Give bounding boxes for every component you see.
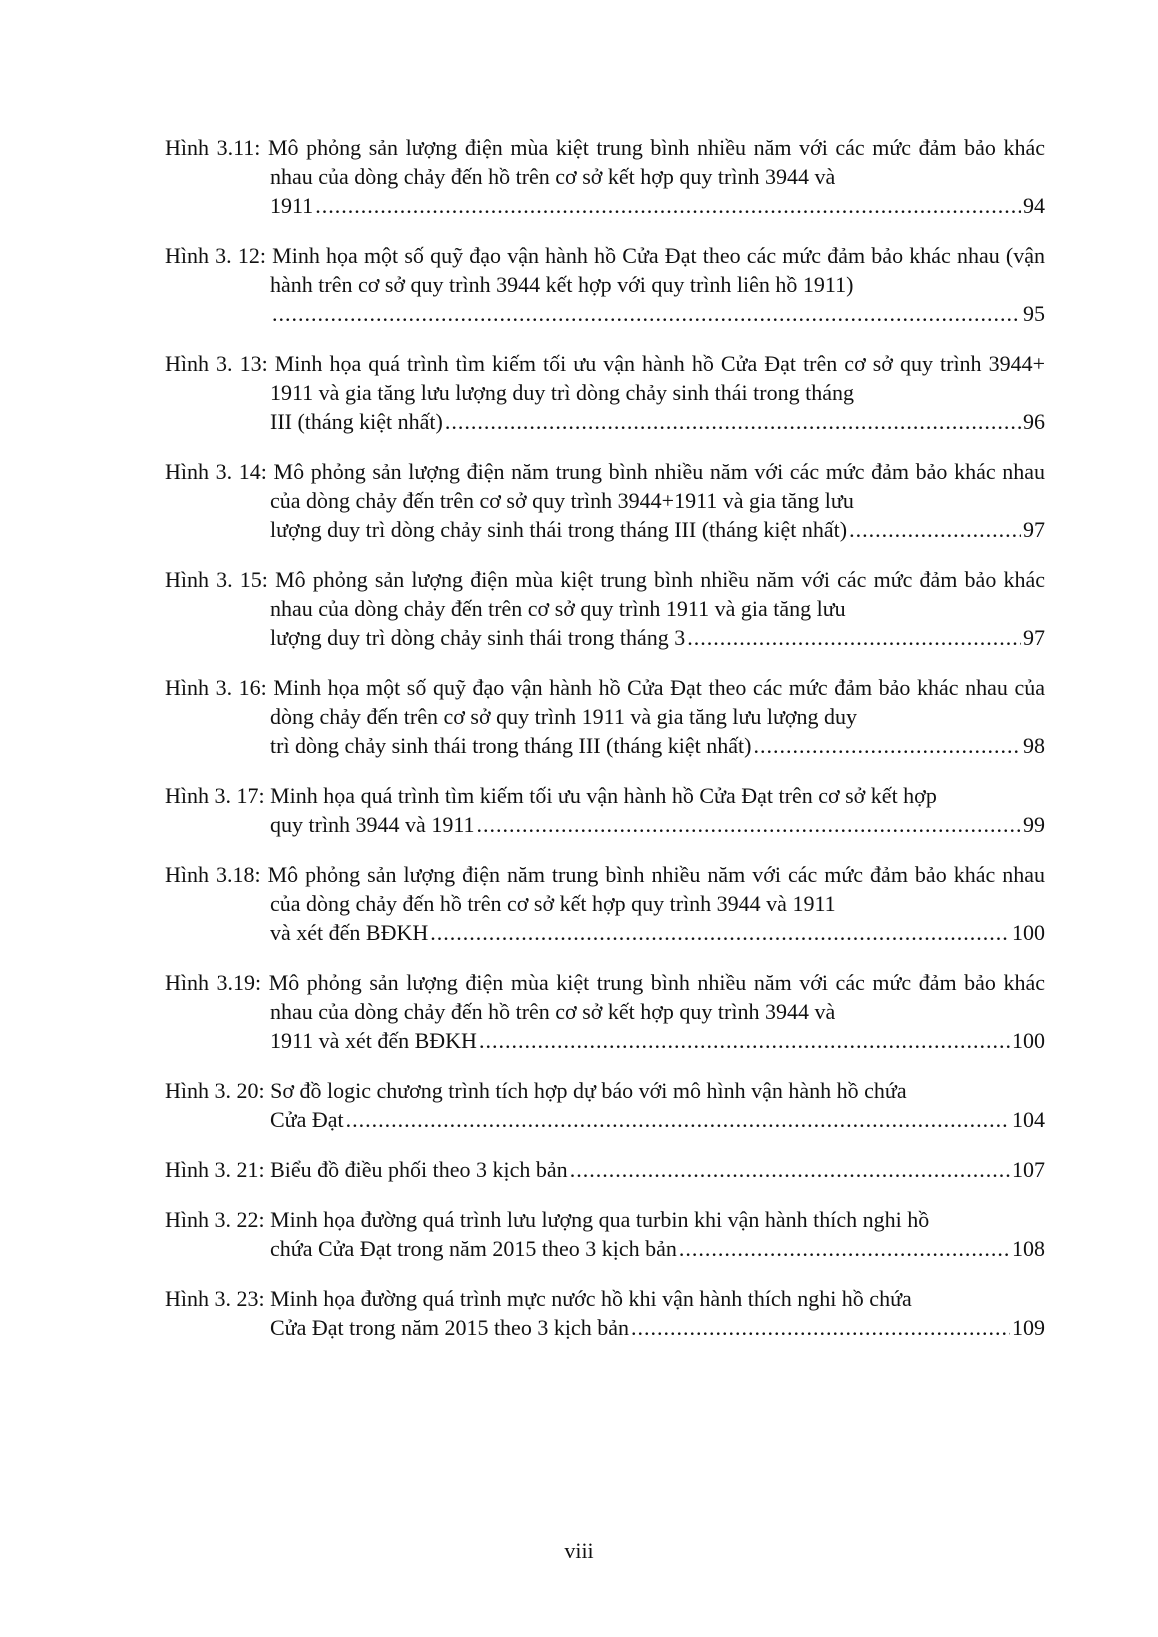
- page-ref[interactable]: 109: [1012, 1315, 1045, 1340]
- page-ref[interactable]: 107: [1012, 1157, 1045, 1182]
- dot-leader: [430, 918, 1010, 947]
- dot-leader: [753, 731, 1021, 760]
- dot-leader: [679, 1234, 1010, 1263]
- dot-leader: [272, 299, 1021, 328]
- figure-caption-end: Biểu đồ điều phối theo 3 kịch bản: [270, 1157, 568, 1182]
- figure-caption-end: Cửa Đạt trong năm 2015 theo 3 kịch bản: [270, 1315, 629, 1340]
- figure-caption-end: lượng duy trì dòng chảy sinh thái trong tháng III (tháng kiệt nhất): [270, 517, 848, 542]
- figure-label: Hình 3. 16:: [165, 675, 267, 700]
- figure-caption-end: Cửa Đạt: [270, 1107, 344, 1132]
- figure-caption: Minh họa quá trình tìm kiếm tối ưu vận hành hồ Cửa Đạt trên cơ sở quy trình 3944+ 1911 và gia tăng lưu lượng duy trì dòng chảy sinh thái trong tháng: [270, 351, 1046, 405]
- figure-caption-end: III (tháng kiệt nhất): [270, 409, 443, 434]
- figure-caption: Mô phỏng sản lượng điện mùa kiệt trung bình nhiều năm với các mức đảm bảo khác nhau của dòng chảy đến hồ trên cơ sở kết hợp quy trình 3944 và: [267, 135, 1046, 189]
- page-ref[interactable]: 95: [1023, 301, 1045, 326]
- figure-caption: Minh họa một số quỹ đạo vận hành hồ Cửa Đạt theo các mức đảm bảo khác nhau (vận hành trên cơ sở quy trình 3944 kết hợp với quy trình liên hồ 1911): [270, 243, 1045, 297]
- toc-entry[interactable]: [165, 1155, 1045, 1184]
- figure-label: Hình 3. 21:: [165, 1157, 265, 1182]
- page-ref[interactable]: 100: [1012, 920, 1045, 945]
- figure-caption: Minh họa đường quá trình mực nước hồ khi vận hành thích nghi hồ chứa: [270, 1286, 912, 1311]
- figure-label: Hình 3. 12:: [165, 243, 266, 268]
- figure-label: Hình 3. 15:: [165, 567, 268, 592]
- figure-caption-end: 1911 và xét đến BĐKH: [270, 1028, 477, 1053]
- dot-leader: [477, 810, 1022, 839]
- page-ref[interactable]: 96: [1023, 409, 1045, 434]
- page-ref[interactable]: 97: [1023, 517, 1045, 542]
- figure-label: Hình 3. 23:: [165, 1286, 265, 1311]
- figure-label: Hình 3. 22:: [165, 1207, 265, 1232]
- toc-entry[interactable]: [165, 1284, 1045, 1342]
- toc-entry[interactable]: [165, 1205, 1045, 1263]
- figure-label: Hình 3. 20:: [165, 1078, 265, 1103]
- toc-entry[interactable]: [165, 673, 1045, 760]
- toc-entry[interactable]: [165, 133, 1045, 220]
- toc-entry[interactable]: [165, 1076, 1045, 1134]
- toc-entry[interactable]: [165, 781, 1045, 839]
- page-ref[interactable]: 97: [1023, 625, 1045, 650]
- page-ref[interactable]: 98: [1023, 733, 1045, 758]
- figure-caption: Minh họa quá trình tìm kiếm tối ưu vận hành hồ Cửa Đạt trên cơ sở kết hợp: [270, 783, 937, 808]
- figure-caption: Mô phỏng sản lượng điện mùa kiệt trung bình nhiều năm với các mức đảm bảo khác nhau của dòng chảy đến hồ trên cơ sở kết hợp quy trình 3944 và: [268, 970, 1045, 1024]
- dot-leader: [570, 1155, 1010, 1184]
- dot-leader: [315, 191, 1021, 220]
- page-number: viii: [564, 1538, 594, 1563]
- page-ref[interactable]: 99: [1023, 812, 1045, 837]
- toc-entry[interactable]: [165, 968, 1045, 1055]
- dot-leader: [687, 623, 1021, 652]
- figure-label: Hình 3. 17:: [165, 783, 265, 808]
- dot-leader: [631, 1313, 1010, 1342]
- figure-caption: Sơ đồ logic chương trình tích hợp dự báo với mô hình vận hành hồ chứa: [270, 1078, 907, 1103]
- figure-caption: Mô phỏng sản lượng điện năm trung bình nhiều năm với các mức đảm bảo khác nhau của dòng chảy đến hồ trên cơ sở kết hợp quy trình 3944 và 1911: [267, 862, 1045, 916]
- page-ref[interactable]: 94: [1023, 193, 1045, 218]
- toc-entry[interactable]: [165, 457, 1045, 544]
- figure-caption-end: chứa Cửa Đạt trong năm 2015 theo 3 kịch bản: [270, 1236, 677, 1261]
- figure-label: Hình 3. 14:: [165, 459, 267, 484]
- dot-leader: [479, 1026, 1010, 1055]
- page-ref[interactable]: 104: [1012, 1107, 1045, 1132]
- figure-caption: Minh họa một số quỹ đạo vận hành hồ Cửa Đạt theo các mức đảm bảo khác nhau của dòng chảy đến trên cơ sở quy trình 1911 và gia tăng lưu lượng duy: [270, 675, 1045, 729]
- dot-leader: [445, 407, 1021, 436]
- toc-entry[interactable]: [165, 241, 1045, 328]
- dot-leader: [346, 1105, 1010, 1134]
- figure-caption: Mô phỏng sản lượng điện mùa kiệt trung bình nhiều năm với các mức đảm bảo khác nhau của dòng chảy đến trên cơ sở quy trình 1911 và gia tăng lưu: [270, 567, 1045, 621]
- toc-entry[interactable]: [165, 349, 1045, 436]
- list-of-figures: [165, 133, 1045, 1363]
- figure-caption-end: 1911: [270, 193, 314, 218]
- figure-caption-end: và xét đến BĐKH: [270, 920, 429, 945]
- figure-caption: Mô phỏng sản lượng điện năm trung bình nhiều năm với các mức đảm bảo khác nhau của dòng chảy đến trên cơ sở quy trình 3944+1911 và gia tăng lưu: [270, 459, 1045, 513]
- figure-caption-end: trì dòng chảy sinh thái trong tháng III (tháng kiệt nhất): [270, 733, 752, 758]
- toc-entry[interactable]: [165, 565, 1045, 652]
- page-ref[interactable]: 100: [1012, 1028, 1045, 1053]
- figure-caption-end: quy trình 3944 và 1911: [270, 812, 475, 837]
- figure-label: Hình 3.18:: [165, 862, 261, 887]
- figure-caption: Minh họa đường quá trình lưu lượng qua turbin khi vận hành thích nghi hồ: [270, 1207, 930, 1232]
- figure-label: Hình 3.19:: [165, 970, 262, 995]
- dot-leader: [849, 515, 1021, 544]
- figure-caption-end: lượng duy trì dòng chảy sinh thái trong tháng 3: [270, 625, 686, 650]
- page-ref[interactable]: 108: [1012, 1236, 1045, 1261]
- toc-entry[interactable]: [165, 860, 1045, 947]
- figure-label: Hình 3.11:: [165, 135, 261, 160]
- figure-label: Hình 3. 13:: [165, 351, 268, 376]
